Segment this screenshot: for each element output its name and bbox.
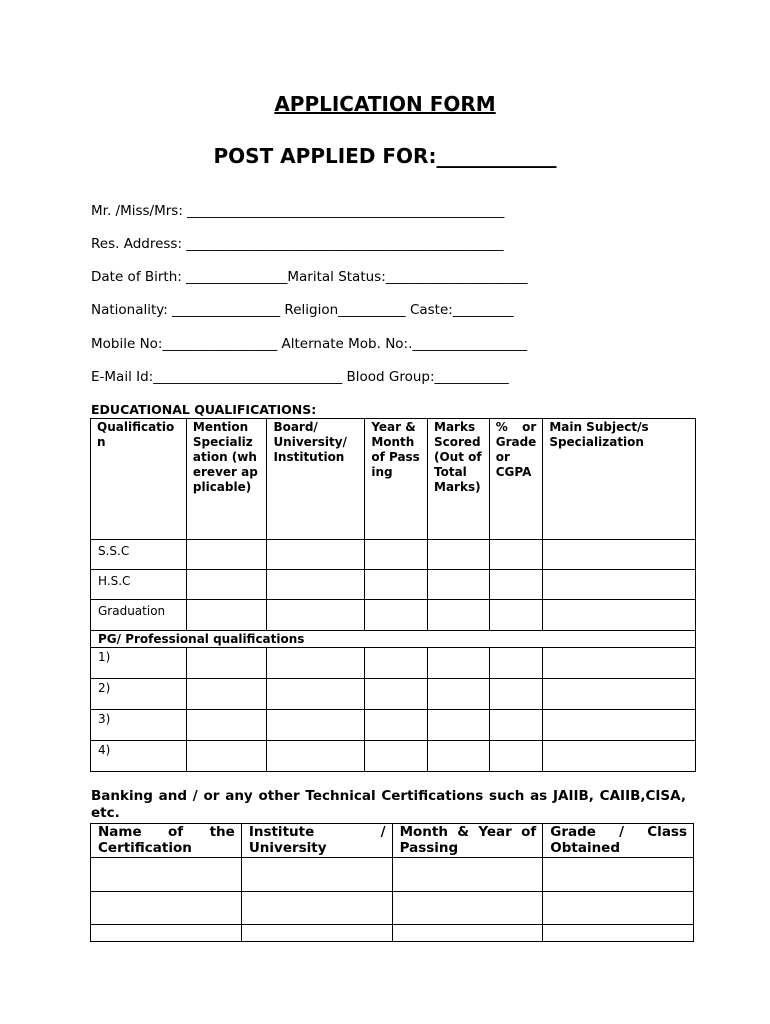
form-title: APPLICATION FORM [274, 92, 496, 116]
table-cell[interactable] [489, 570, 543, 600]
education-section-title: EDUCATIONAL QUALIFICATIONS: [91, 402, 317, 417]
header-specialization: Mention Specialization (wherever applicable) [186, 419, 267, 540]
table-cell[interactable] [267, 710, 365, 741]
table-cell[interactable] [428, 600, 490, 631]
table-cell[interactable] [489, 710, 543, 741]
table-cell[interactable] [267, 741, 365, 772]
table-row [91, 710, 696, 741]
header-board: Board/ University/ Institution [267, 419, 365, 540]
table-cell[interactable] [91, 925, 242, 942]
dob-marital-field[interactable]: Date of Birth: _______________Marital Status:_____________________ [91, 269, 528, 285]
table-row [91, 892, 694, 925]
table-cell[interactable] [267, 648, 365, 679]
pg-section-title: PG/ Professional qualifications [91, 631, 696, 648]
table-cell[interactable] [241, 925, 392, 942]
header-marks: Marks Scored (Out of Total Marks) [428, 419, 490, 540]
header-main-subject: Main Subject/s Specialization [543, 419, 696, 540]
row-label-hsc: H.S.C [91, 570, 187, 600]
table-cell[interactable] [241, 858, 392, 892]
table-cell[interactable] [543, 540, 696, 570]
table-cell[interactable] [489, 741, 543, 772]
table-cell[interactable] [267, 540, 365, 570]
table-cell[interactable] [186, 710, 267, 741]
table-cell[interactable] [543, 710, 696, 741]
table-cell[interactable] [489, 540, 543, 570]
table-cell[interactable] [91, 858, 242, 892]
table-cell[interactable] [428, 710, 490, 741]
table-cell[interactable] [543, 741, 696, 772]
nationality-religion-caste-field[interactable]: Nationality: ________________ Religion__________ Caste:_________ [91, 302, 514, 318]
table-row [91, 540, 696, 570]
header-percent: % or Grade or CGPA [489, 419, 543, 540]
table-cell[interactable] [543, 892, 694, 925]
table-cell[interactable] [186, 600, 267, 631]
table-cell[interactable] [428, 570, 490, 600]
table-cell[interactable] [543, 570, 696, 600]
certifications-table [90, 823, 694, 942]
table-cell[interactable] [267, 679, 365, 710]
row-label-pg-3: 3) [91, 710, 187, 741]
table-cell[interactable] [543, 648, 696, 679]
table-cell[interactable] [543, 858, 694, 892]
header-certification-name [91, 824, 242, 858]
table-row [91, 570, 696, 600]
table-cell[interactable] [91, 892, 242, 925]
header-grade [543, 824, 694, 858]
table-cell[interactable] [428, 679, 490, 710]
header-grade-text: Grade / Class Obtained [550, 824, 687, 856]
education-header-row [91, 419, 696, 540]
certifications-header-row [91, 824, 694, 858]
table-cell[interactable] [186, 679, 267, 710]
table-cell[interactable] [186, 648, 267, 679]
table-cell[interactable] [428, 540, 490, 570]
table-cell[interactable] [365, 710, 428, 741]
table-cell[interactable] [186, 570, 267, 600]
table-cell[interactable] [241, 892, 392, 925]
table-row [91, 648, 696, 679]
table-cell[interactable] [428, 741, 490, 772]
table-row [91, 600, 696, 631]
table-cell[interactable] [543, 600, 696, 631]
table-cell[interactable] [392, 858, 543, 892]
table-row [91, 741, 696, 772]
mobile-field[interactable]: Mobile No:_________________ Alternate Mob. No:._________________ [91, 336, 528, 352]
table-cell[interactable] [392, 892, 543, 925]
header-month-year [392, 824, 543, 858]
header-month-year-text: Month & Year of Passing [399, 824, 537, 856]
pg-section-row [91, 631, 696, 648]
education-table [90, 418, 696, 772]
name-field[interactable]: Mr. /Miss/Mrs: _______________________________________________ [91, 203, 505, 219]
table-cell[interactable] [365, 570, 428, 600]
row-label-graduation: Graduation [91, 600, 187, 631]
email-bloodgroup-field[interactable]: E-Mail Id:____________________________ Blood Group:___________ [91, 369, 509, 385]
table-cell[interactable] [543, 679, 696, 710]
table-cell[interactable] [428, 648, 490, 679]
table-cell[interactable] [186, 741, 267, 772]
table-cell[interactable] [543, 925, 694, 942]
table-cell[interactable] [489, 600, 543, 631]
table-cell[interactable] [365, 648, 428, 679]
post-applied-field[interactable]: POST APPLIED FOR:____________ [213, 144, 557, 168]
row-label-pg-4: 4) [91, 741, 187, 772]
header-institute [241, 824, 392, 858]
row-label-pg-2: 2) [91, 679, 187, 710]
row-label-ssc: S.S.C [91, 540, 187, 570]
table-cell[interactable] [267, 570, 365, 600]
table-cell[interactable] [365, 540, 428, 570]
header-institute-text: Institute / University [248, 824, 386, 856]
table-cell[interactable] [392, 925, 543, 942]
table-cell[interactable] [365, 600, 428, 631]
table-cell[interactable] [365, 741, 428, 772]
table-row [91, 679, 696, 710]
address-field[interactable]: Res. Address: _______________________________________________ [91, 236, 504, 252]
table-row [91, 858, 694, 892]
header-year-month: Year & Month of Passing [365, 419, 428, 540]
table-row [91, 925, 694, 942]
table-cell[interactable] [186, 540, 267, 570]
table-cell[interactable] [267, 600, 365, 631]
header-certification-name-text: Name of the Certification [98, 824, 235, 856]
certifications-intro: Banking and / or any other Technical Certifications such as JAIIB, CAIIB,CISA, etc. [91, 788, 686, 821]
row-label-pg-1: 1) [91, 648, 187, 679]
table-cell[interactable] [489, 679, 543, 710]
table-cell[interactable] [365, 679, 428, 710]
header-qualification: Qualification [91, 419, 187, 540]
table-cell[interactable] [489, 648, 543, 679]
